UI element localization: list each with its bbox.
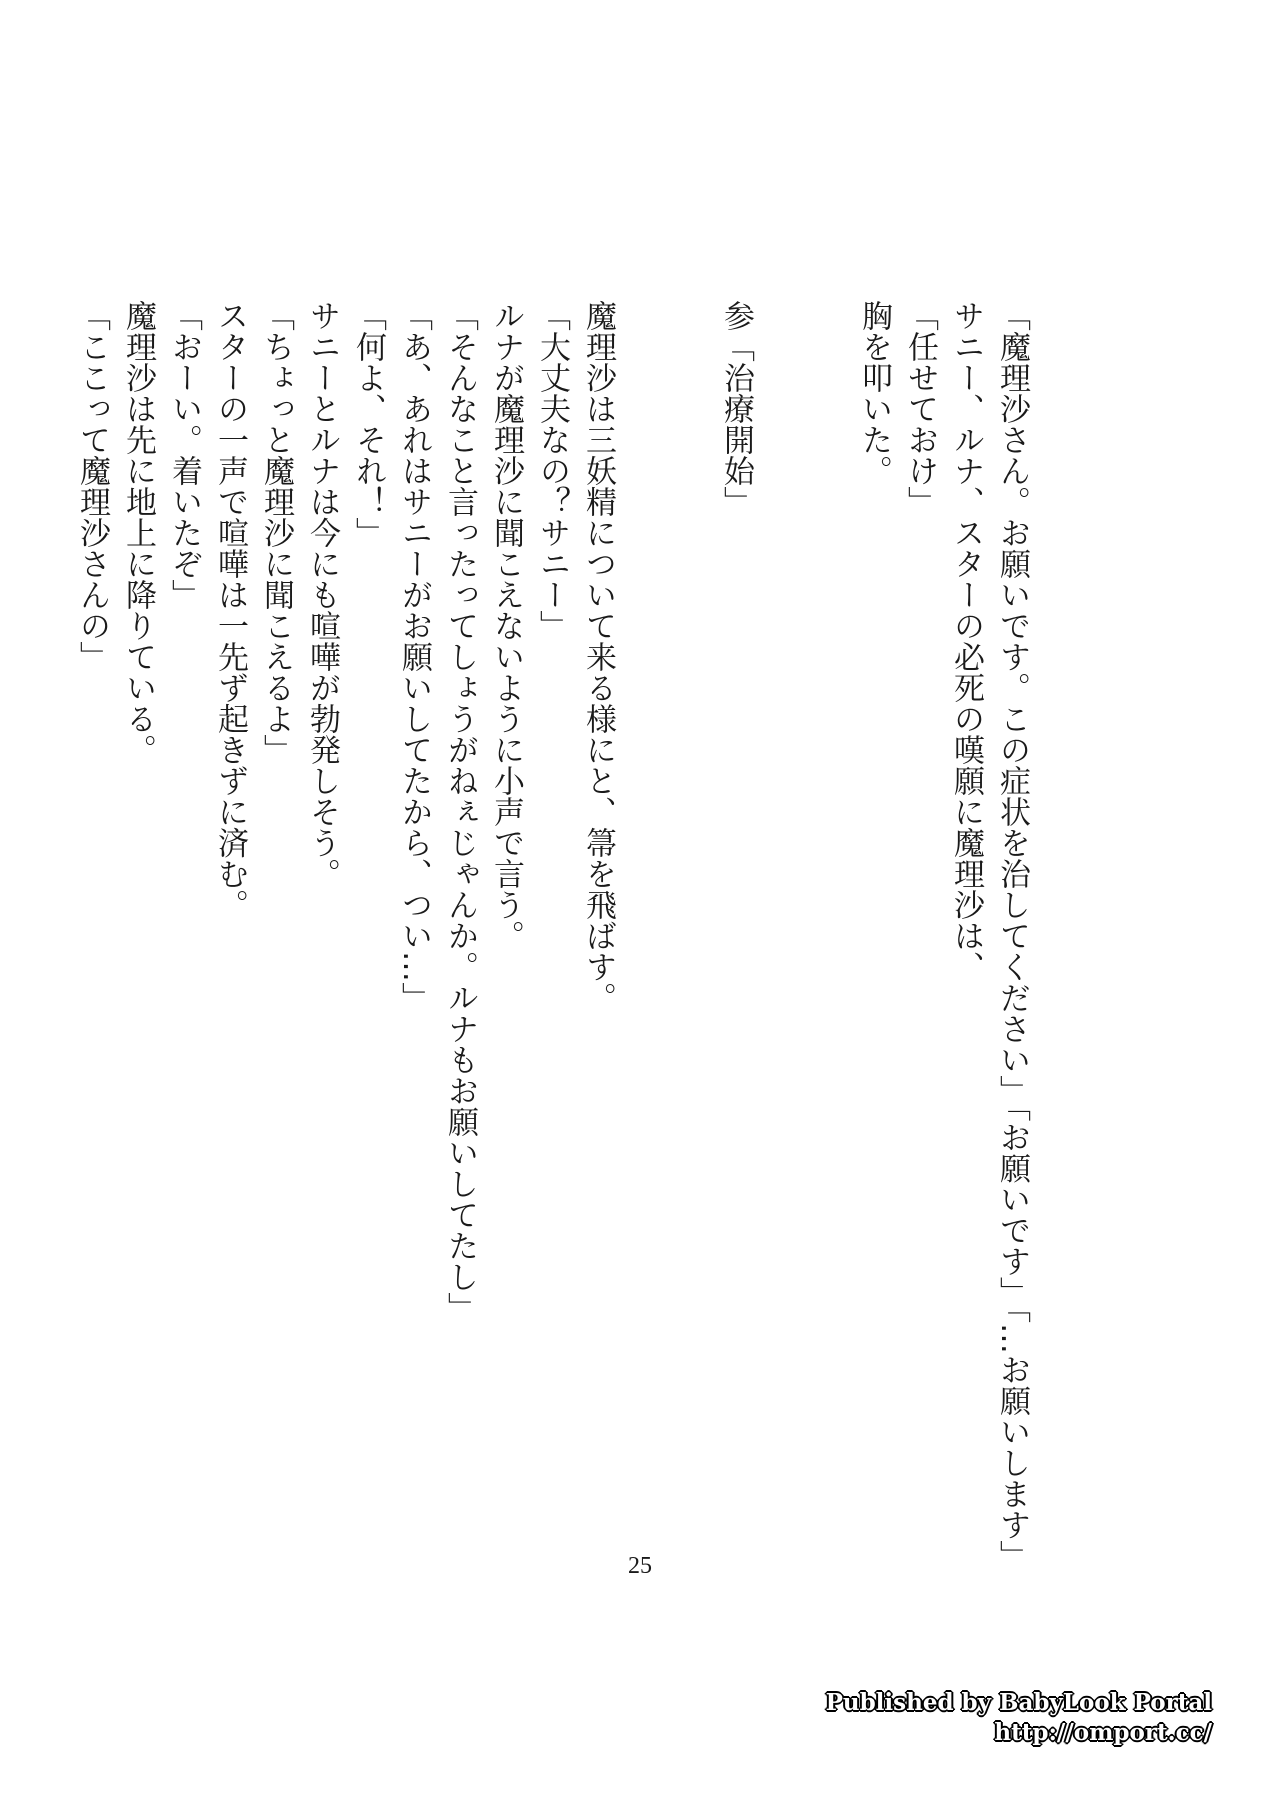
text-line: 「大丈夫なの？サニー」 [534, 300, 570, 641]
text-line: 「魔理沙さん。お願いです。この症状を治してください」「お願いです」「…お願いします」 [994, 300, 1030, 1571]
blank-line [759, 300, 805, 1360]
publisher-watermark [826, 1688, 1212, 1748]
text-line: ルナが魔理沙に聞こえないように小声で言う。 [488, 300, 524, 951]
text-line: 「任せておけ」 [902, 300, 938, 517]
text-line: 「おーい。着いたぞ」 [166, 300, 202, 610]
text-line: 「ちょっと魔理沙に聞こえるよ」 [258, 300, 294, 765]
blank-line [805, 300, 851, 1360]
text-line: サニー、ルナ、スターの必死の嘆願に魔理沙は、 [948, 300, 984, 982]
text-line: 「そんなこと言ったってしょうがねぇじゃんか。ルナもお願いしてたし」 [442, 300, 478, 1323]
blank-line [667, 300, 713, 1360]
text-line: 魔理沙は三妖精について来る様にと、箒を飛ばす。 [580, 300, 616, 1013]
text-line: 胸を叩いた。 [856, 300, 892, 486]
page-number: 25 [628, 1553, 652, 1579]
text-line: サニーとルナは今にも喧嘩が勃発しそう。 [304, 300, 340, 889]
text-line: 「何よ、それ！」 [350, 300, 386, 548]
text-line: 魔理沙は先に地上に降りている。 [120, 300, 156, 765]
text-line: 「あ、あれはサニーがお願いしてたから、つい…」 [396, 300, 432, 1013]
text-line: 「ここって魔理沙さんの」 [74, 300, 110, 672]
chapter-heading: 参「治療開始」 [718, 300, 754, 517]
blank-line [621, 300, 667, 1360]
publisher-url: http://omport.cc/ [994, 1719, 1212, 1746]
text-line: スターの一声で喧嘩は一先ず起きずに済む。 [212, 300, 248, 920]
publisher-name: Published by BabyLook Portal [825, 1689, 1212, 1716]
